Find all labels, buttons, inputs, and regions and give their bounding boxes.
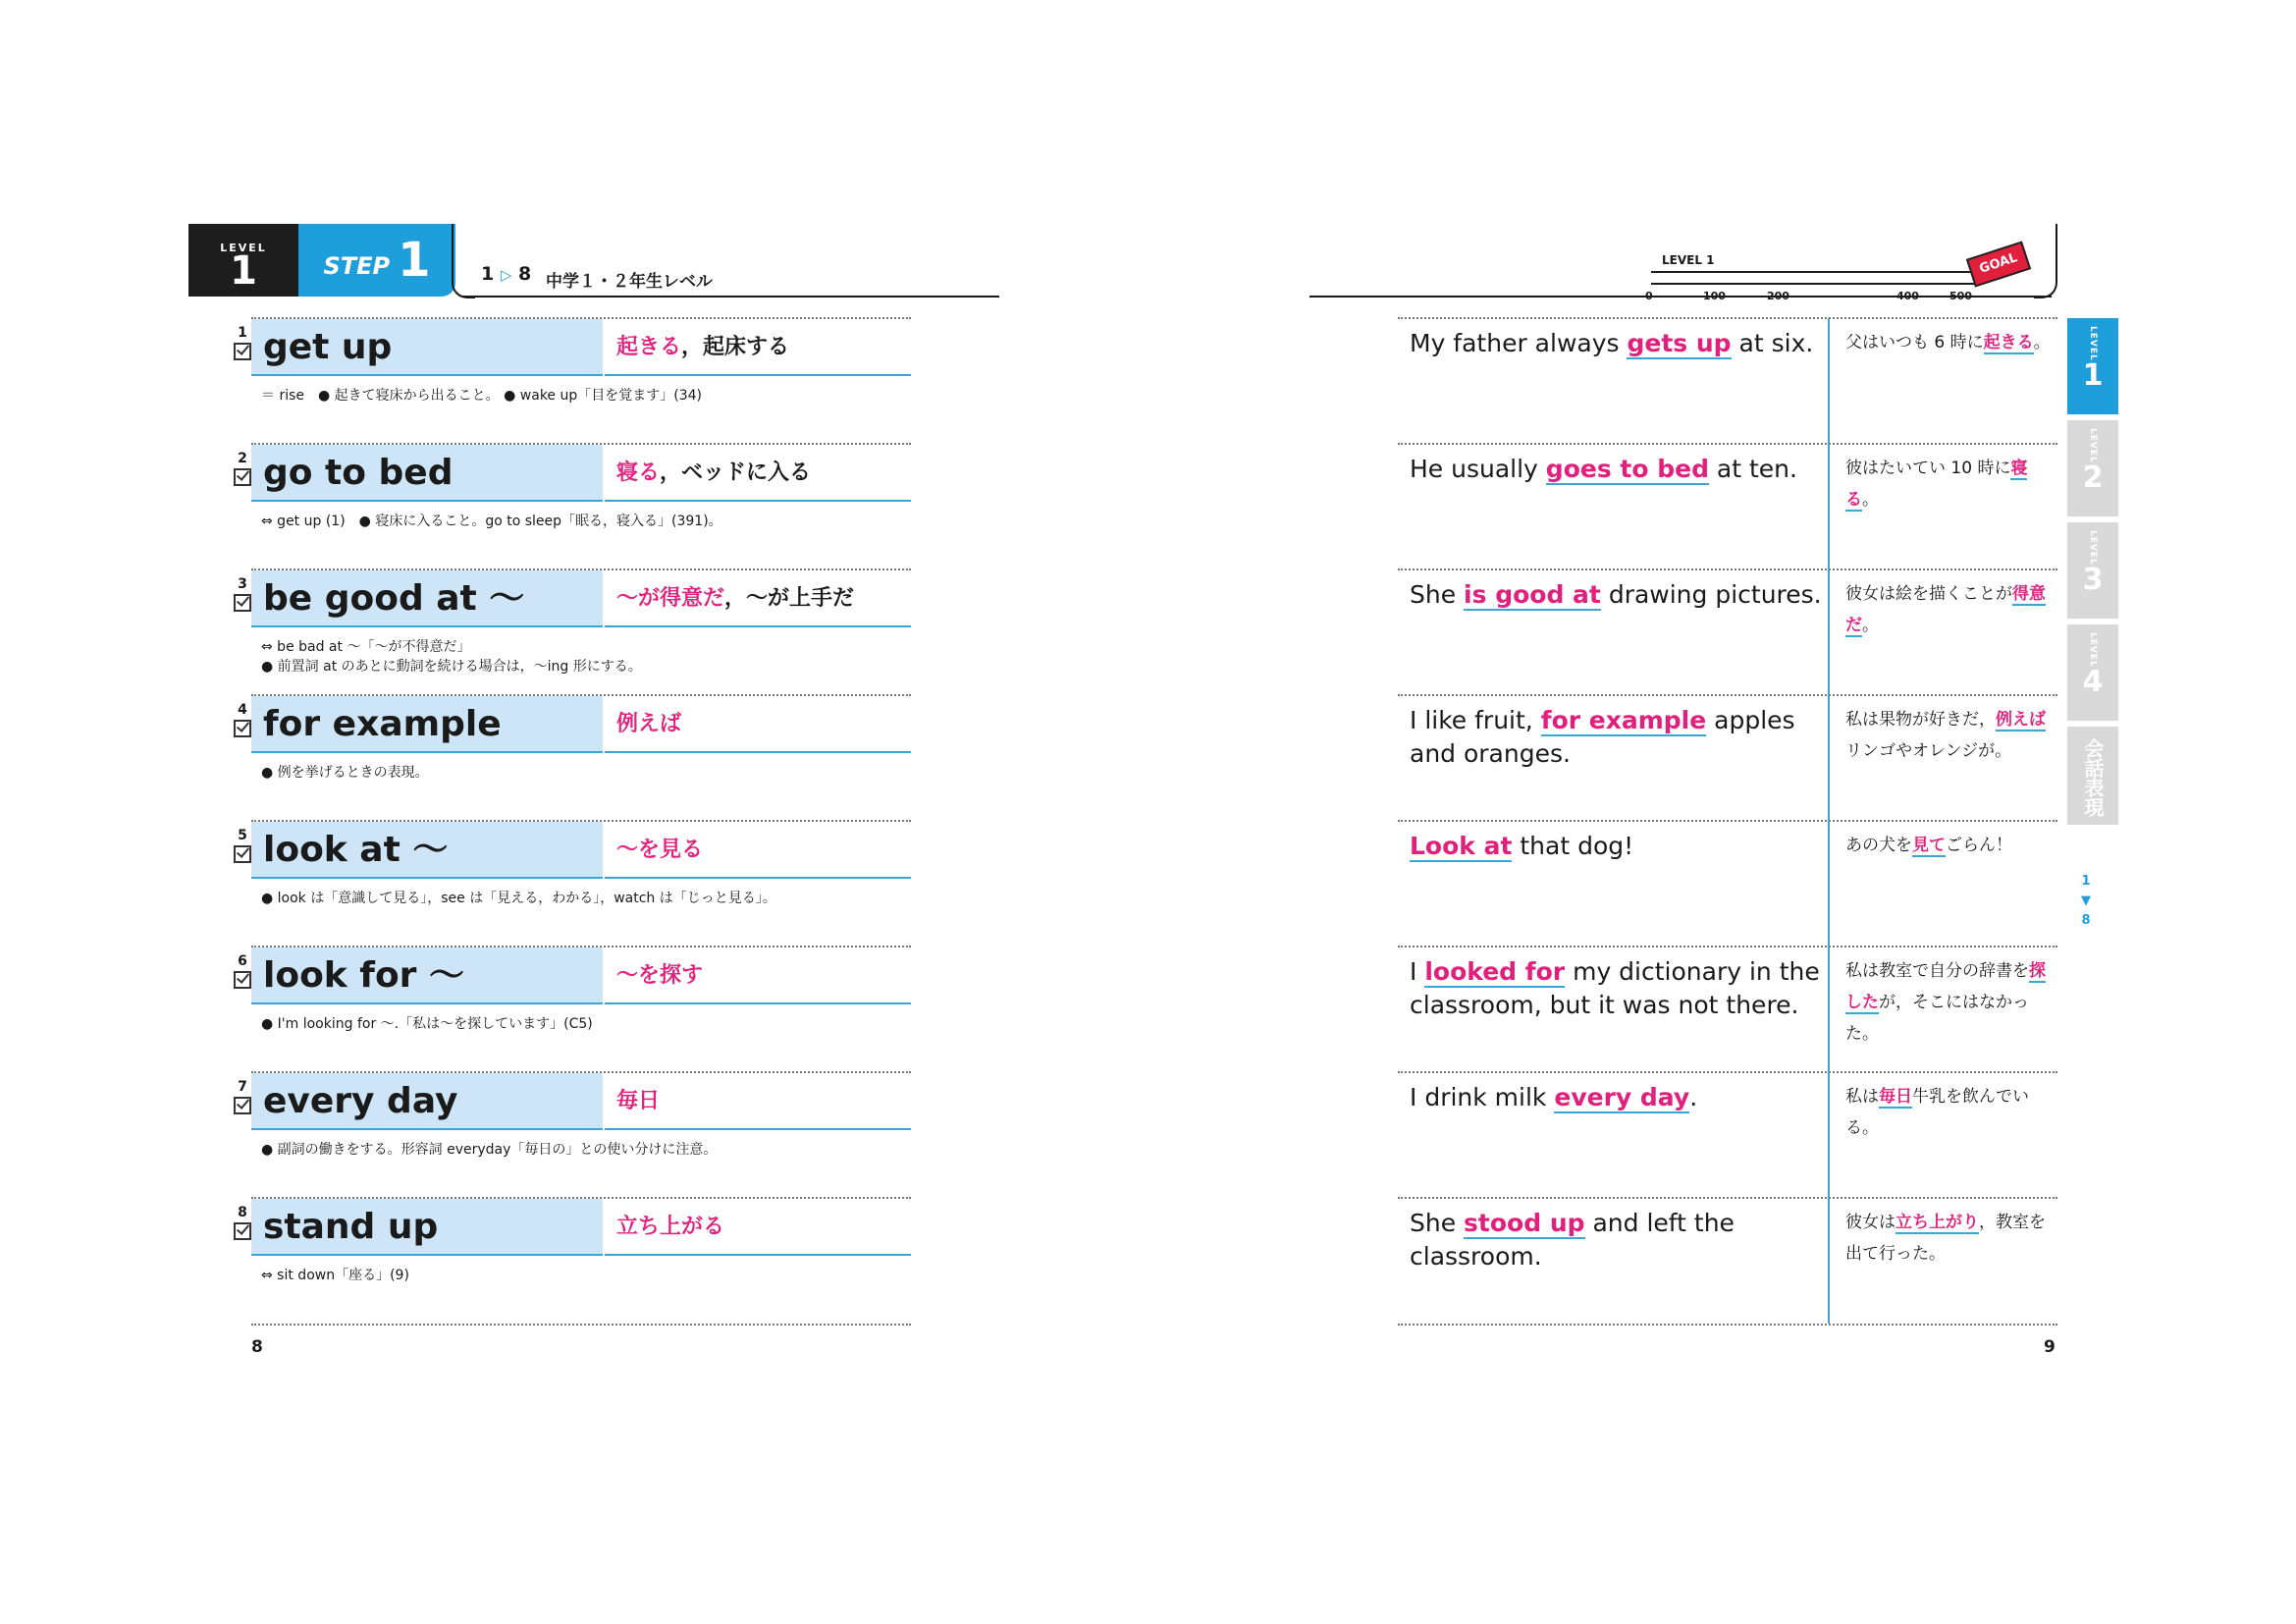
- translation-highlight: 得意だ: [1845, 584, 2046, 635]
- example-row: [1398, 568, 2057, 694]
- progress-level-label: LEVEL 1: [1662, 253, 1715, 267]
- entry-number: 4: [238, 702, 247, 718]
- side-tab-number: 3: [2082, 562, 2104, 597]
- side-tab-label: LEVEL: [2088, 632, 2098, 668]
- meaning-highlight: 起きる: [616, 335, 682, 359]
- usage-note: ＝ rise ● 起きて寝床から出ること。 ● wake up「目を覚ます」(34): [261, 388, 702, 404]
- sentence-post: and left the classroom.: [1410, 1209, 1735, 1271]
- translation-highlight: 例えば: [1996, 710, 2046, 730]
- meaning-highlight: 毎日: [616, 1089, 661, 1113]
- example-row: [1398, 820, 2057, 946]
- translation: [1845, 704, 2056, 767]
- sentence-pre: I: [1410, 957, 1425, 986]
- translation: [1845, 578, 2056, 641]
- side-tab-1[interactable]: [2067, 318, 2118, 414]
- row-divider: [1398, 568, 2057, 570]
- phrase-meaning: [605, 570, 911, 627]
- meaning-rest: ，起床する: [681, 335, 790, 359]
- progress-tick: 400: [1896, 290, 1919, 302]
- side-tab-5[interactable]: [2067, 727, 2118, 825]
- sentence-post: that dog!: [1512, 832, 1634, 860]
- sentence-pre: She: [1410, 1209, 1465, 1237]
- example-row: [1398, 317, 2057, 443]
- sentence-pre: I like fruit,: [1410, 706, 1541, 734]
- row-divider: [1398, 1197, 2057, 1199]
- checkbox-icon[interactable]: [234, 594, 251, 612]
- translation-post: 。: [1862, 616, 1879, 635]
- side-tab-number: 4: [2082, 664, 2104, 699]
- meaning-rest: ，～が上手だ: [724, 586, 855, 611]
- sentence-post: drawing pictures.: [1600, 580, 1822, 609]
- translation-highlight: 立ち上がり: [1896, 1213, 1979, 1232]
- phrase-meaning: [605, 822, 911, 879]
- phrase-meaning: [605, 1073, 911, 1130]
- sentence-highlight: stood up: [1464, 1209, 1585, 1237]
- phrase-meaning: [605, 445, 911, 502]
- entry-number: 5: [238, 828, 247, 843]
- page-number-left: 8: [251, 1337, 263, 1357]
- checkbox-icon[interactable]: [234, 1222, 251, 1240]
- translation: [1845, 453, 2056, 515]
- sentence-highlight: Look at: [1410, 832, 1513, 860]
- meaning-highlight: ～を探す: [616, 963, 704, 988]
- progress-tick: 0: [1645, 290, 1653, 302]
- sentence-pre: She: [1410, 580, 1465, 609]
- sentence-pre: I drink milk: [1410, 1083, 1555, 1111]
- translation: [1845, 327, 2056, 358]
- example-sentence: [1410, 578, 1832, 612]
- progress-tick: 200: [1767, 290, 1789, 302]
- phrase-heading: stand up: [251, 1199, 603, 1256]
- example-row: [1398, 1197, 2057, 1323]
- usage-note: ⇔ sit down「座る」(9): [261, 1268, 409, 1283]
- translation: [1845, 1207, 2056, 1270]
- sentence-post: at six.: [1731, 329, 1814, 357]
- step-number: 1: [398, 233, 431, 288]
- entry-number: 6: [238, 953, 247, 969]
- level-number: 1: [230, 248, 257, 294]
- level-label: LEVEL: [220, 242, 267, 254]
- row-divider: [1398, 443, 2057, 445]
- bottom-rule-right: [1398, 1324, 2057, 1326]
- entry-number: 3: [238, 576, 247, 592]
- side-tab-number: 1: [2082, 357, 2104, 393]
- side-tab-label: LEVEL: [2088, 428, 2098, 463]
- sentence-highlight: looked for: [1424, 957, 1566, 986]
- translation-post: ごらん！: [1946, 836, 2012, 855]
- sentence-post: my dictionary in the classroom, but it was not there.: [1410, 957, 1820, 1019]
- phrase-heading: look for ～: [251, 947, 603, 1004]
- translation-pre: 彼女は絵を描くことが: [1845, 584, 2012, 604]
- translation-post: 牛乳を飲んでいる。: [1845, 1087, 2029, 1138]
- meaning-rest: ，ベッドに入る: [660, 460, 812, 485]
- phrase-heading: every day: [251, 1073, 603, 1130]
- checkbox-icon[interactable]: [234, 971, 251, 989]
- header-rule-right: [1309, 296, 2052, 298]
- translation: [1845, 955, 2056, 1050]
- translation-highlight: 毎日: [1879, 1087, 1912, 1107]
- range-arrow-icon: ▷: [500, 266, 512, 284]
- column-divider: [1828, 318, 1830, 1324]
- phrase-meaning: [605, 696, 911, 753]
- step-badge: [298, 224, 455, 297]
- header-corner: [452, 224, 475, 298]
- entry-card: [232, 946, 911, 1071]
- side-tab-label: LEVEL: [2088, 326, 2098, 361]
- side-tab-4[interactable]: [2067, 624, 2118, 721]
- example-row: [1398, 694, 2057, 820]
- usage-note: ● I'm looking for ～.「私は～を探しています」(C5): [261, 1016, 593, 1032]
- goal-flag-icon: GOAL: [1966, 241, 2031, 287]
- row-divider: [1398, 694, 2057, 696]
- example-sentence: [1410, 830, 1832, 863]
- example-row: [1398, 1071, 2057, 1197]
- entry-card: [232, 317, 911, 443]
- sentence-pre: My father always: [1410, 329, 1628, 357]
- entry-number: 8: [238, 1205, 247, 1220]
- example-sentence: [1410, 1207, 1832, 1273]
- translation: [1845, 1081, 2056, 1144]
- bottom-rule-left: [251, 1324, 911, 1326]
- sentence-highlight: gets up: [1627, 329, 1732, 357]
- example-sentence: [1410, 327, 1832, 360]
- side-range-from: 1: [2081, 874, 2091, 889]
- progress-tick: 500: [1949, 290, 1972, 302]
- usage-note: ⇔ be bad at ～「～が不得意だ」 ● 前置詞 at のあとに動詞を続ける場合は，～ing 形にする。: [261, 639, 642, 675]
- translation-highlight: 見て: [1912, 836, 1946, 855]
- checkbox-icon[interactable]: [234, 720, 251, 737]
- translation-pre: 父はいつも 6 時に: [1845, 333, 1984, 352]
- entry-card: [232, 1197, 911, 1323]
- row-divider: [1398, 820, 2057, 822]
- meaning-highlight: ～が得意だ: [616, 586, 725, 611]
- row-divider: [1398, 317, 2057, 319]
- step-label: STEP: [323, 252, 391, 280]
- grade-level: 中学１・２年生レベル: [546, 272, 713, 292]
- meaning-highlight: 寝る: [616, 460, 661, 485]
- sentence-highlight: is good at: [1464, 580, 1601, 609]
- entry-range: [481, 263, 531, 285]
- side-tab-3[interactable]: [2067, 522, 2118, 619]
- translation-highlight: 寝る: [1845, 459, 2028, 510]
- example-sentence: [1410, 955, 1832, 1022]
- meaning-highlight: ～を見る: [616, 838, 704, 862]
- translation-pre: 私は教室で自分の辞書を: [1845, 961, 2029, 981]
- progress-tick: 100: [1703, 290, 1726, 302]
- checkbox-icon[interactable]: [234, 1097, 251, 1114]
- example-sentence: [1410, 453, 1832, 486]
- checkbox-icon[interactable]: [234, 845, 251, 863]
- phrase-heading: for example: [251, 696, 603, 753]
- row-divider: [1398, 1071, 2057, 1073]
- sentence-post: .: [1689, 1083, 1698, 1111]
- entry-card: [232, 1071, 911, 1197]
- side-tab-label: 会話表現: [2081, 738, 2105, 817]
- entry-card: [232, 568, 911, 694]
- translation-post: リンゴやオレンジが。: [1845, 741, 2012, 761]
- phrase-meaning: [605, 947, 911, 1004]
- entry-card: [232, 820, 911, 946]
- sentence-pre: He usually: [1410, 455, 1546, 483]
- translation-highlight: 探した: [1845, 961, 2046, 1012]
- entry-number: 2: [238, 451, 247, 466]
- progress-track: [1651, 271, 1981, 285]
- translation: [1845, 830, 2056, 861]
- translation-post: ，教室を出て行った。: [1845, 1213, 2046, 1264]
- level-badge: [188, 224, 298, 297]
- translation-pre: あの犬を: [1845, 836, 1912, 855]
- range-to: 8: [518, 263, 532, 285]
- translation-pre: 私は: [1845, 1087, 1879, 1107]
- example-sentence: [1410, 704, 1832, 771]
- usage-note: ● 副詞の働きをする。形容詞 everyday「毎日の」との使い分けに注意。: [261, 1142, 718, 1158]
- header-rule: [461, 296, 999, 298]
- entry-number: 1: [238, 325, 247, 341]
- example-row: [1398, 443, 2057, 568]
- phrase-meaning: [605, 319, 911, 376]
- checkbox-icon[interactable]: [234, 343, 251, 360]
- side-range-to: 8: [2081, 913, 2091, 928]
- phrase-heading: be good at ～: [251, 570, 603, 627]
- phrase-heading: get up: [251, 319, 603, 376]
- side-tab-label: LEVEL: [2088, 530, 2098, 566]
- sentence-highlight: goes to bed: [1545, 455, 1709, 483]
- translation-highlight: 起きる: [1983, 333, 2034, 352]
- side-range-arrow-icon: ▼: [2081, 893, 2091, 908]
- entry-card: [232, 443, 911, 568]
- range-from: 1: [481, 263, 495, 285]
- translation-post: 。: [1862, 490, 1879, 510]
- checkbox-icon[interactable]: [234, 468, 251, 486]
- row-divider: [1398, 946, 2057, 947]
- usage-note: ⇔ get up (1) ● 寝床に入ること。go to sleep「眠る，寝入る」(391)。: [261, 514, 722, 529]
- translation-post: 。: [2033, 333, 2051, 352]
- meaning-highlight: 例えば: [616, 712, 682, 736]
- sentence-highlight: every day: [1554, 1083, 1690, 1111]
- phrase-heading: look at ～: [251, 822, 603, 879]
- translation-post: が，そこにはなかった。: [1845, 993, 2029, 1044]
- sentence-post: apples and oranges.: [1410, 706, 1795, 768]
- meaning-highlight: 立ち上がる: [616, 1215, 725, 1239]
- translation-pre: 彼女は: [1845, 1213, 1896, 1232]
- side-tab-number: 2: [2082, 460, 2104, 495]
- phrase-heading: go to bed: [251, 445, 603, 502]
- entry-number: 7: [238, 1079, 247, 1095]
- side-range: [2075, 872, 2097, 931]
- example-sentence: [1410, 1081, 1832, 1114]
- translation-pre: 彼はたいてい 10 時に: [1845, 459, 2011, 478]
- entry-card: [232, 694, 911, 820]
- usage-note: ● look は「意識して見る」，see は「見える，わかる」，watch は「じっと見る」。: [261, 891, 776, 906]
- sentence-post: at ten.: [1708, 455, 1797, 483]
- translation-pre: 私は果物が好きだ，: [1845, 710, 1996, 730]
- side-tab-2[interactable]: [2067, 420, 2118, 516]
- page-number-right: 9: [2044, 1337, 2056, 1357]
- example-row: [1398, 946, 2057, 1071]
- sentence-highlight: for example: [1540, 706, 1707, 734]
- header-corner-right: [2034, 224, 2057, 298]
- phrase-meaning: [605, 1199, 911, 1256]
- usage-note: ● 例を挙げるときの表現。: [261, 765, 429, 781]
